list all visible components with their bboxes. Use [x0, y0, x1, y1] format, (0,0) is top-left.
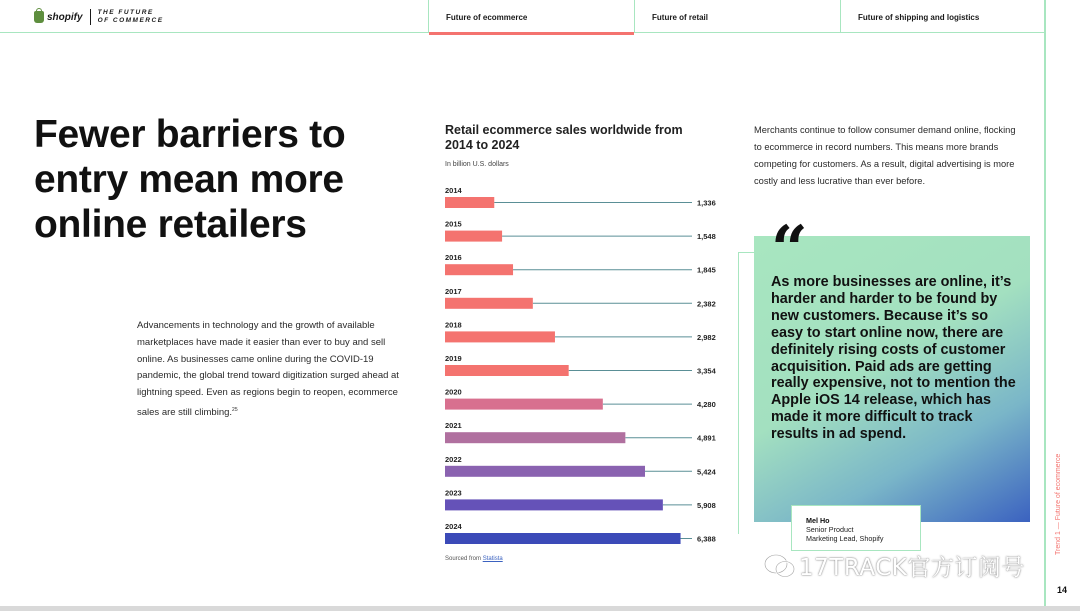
category-label-2017: 2017: [445, 286, 462, 296]
value-label-2017: 2,382: [697, 299, 716, 309]
value-label-2021: 4,891: [697, 433, 716, 443]
author-role-line1: Senior Product: [806, 525, 854, 534]
chart-source: [445, 556, 503, 562]
value-label-2014: 1,336: [697, 198, 716, 208]
tab-future-of-shipping[interactable]: Future of shipping and logistics: [840, 0, 1045, 33]
quote-attribution: [791, 505, 921, 551]
category-label-2014: 2014: [445, 186, 462, 195]
right-margin-rule: [1044, 0, 1046, 611]
right-paragraph: Merchants continue to follow consumer demand online, flocking to ecommerce in record numbers. This means more brands competing for customers. As a result, digital advertising is more costly and less lucrative than ever before.: [754, 125, 1016, 186]
brand-tagline-line2: OF COMMERCE: [97, 17, 164, 24]
value-label-2018: 2,982: [697, 332, 716, 342]
value-label-2016: 1,845: [697, 265, 716, 275]
intro-paragraph: [137, 318, 412, 422]
chart-title: Retail ecommerce sales worldwide from 2014 to 2024: [445, 123, 683, 152]
watermark: [764, 549, 1025, 582]
value-label-2019: 3,354: [697, 366, 716, 376]
shopify-bag-icon: [34, 11, 44, 23]
bar-2018: [445, 331, 555, 342]
category-label-2019: 2019: [445, 354, 462, 363]
brand-tagline-line1: THE FUTURE: [97, 9, 154, 16]
bar-2014: [445, 197, 494, 208]
bar-2022: [445, 466, 645, 477]
section-side-label: Trend 1 — Future of ecommerce: [1055, 453, 1062, 555]
bar-2015: [445, 231, 502, 242]
quote-mark-icon: “: [771, 212, 808, 287]
bar-2017: [445, 298, 533, 309]
author-role-line2: Marketing Lead, Shopify: [806, 534, 884, 543]
category-label-2018: 2018: [445, 320, 462, 330]
brand-wordmark: shopify: [47, 11, 83, 23]
bar-chart-svg: [440, 180, 730, 550]
value-label-2022: 5,424: [697, 467, 716, 477]
category-label-2016: 2016: [445, 253, 462, 263]
pull-quote: As more businesses are online, it’s harder and harder to be found by new customers. Because it’s so easy to start online now, there are definitely rising costs of customer acquisition. Paid ads are getting really expensive, not to mention the Apple iOS 14 release, which has made it more difficult to track results in ad spend.: [771, 274, 1016, 443]
category-label-2024: 2024: [445, 522, 462, 531]
bottom-scroll-bar: [0, 606, 1080, 611]
page-number: 14: [1057, 585, 1068, 595]
brand-divider: [90, 9, 91, 25]
bar-chart: [440, 180, 730, 550]
category-label-2021: 2021: [445, 421, 462, 431]
source-link-statista[interactable]: Statista: [482, 556, 503, 562]
bar-2016: [445, 264, 513, 275]
footnote-ref[interactable]: 25: [232, 406, 238, 413]
tab-future-of-ecommerce[interactable]: Future of ecommerce: [428, 0, 634, 33]
brand-tagline: [98, 9, 164, 25]
bar-2024: [445, 533, 681, 544]
category-label-2023: 2023: [445, 488, 462, 498]
top-nav: [0, 0, 1045, 33]
bar-2020: [445, 399, 603, 410]
author-name: Mel Ho: [806, 516, 830, 525]
value-label-2020: 4,280: [697, 400, 716, 410]
source-prefix: Sourced from: [445, 556, 482, 562]
watermark-text: 17TRACK官方订阅号: [799, 555, 1025, 581]
category-label-2020: 2020: [445, 387, 462, 397]
bar-2021: [445, 432, 625, 443]
value-label-2015: 1,548: [697, 232, 716, 242]
value-label-2024: 6,388: [697, 534, 716, 544]
chat-bubbles-icon: [764, 552, 796, 580]
intro-text: Advancements in technology and the growth of available marketplaces have made it easier than ever to buy and sell online. As businesses came online during the COVID-19 pandemic, the global trend toward digitization surged ahead at lightning speed. Even as regions begin to reopen, ecommerce sales are still climbing.: [137, 320, 399, 419]
page-headline: Fewer barriers to entry mean more online retailers: [34, 113, 346, 246]
chart-subtitle: In billion U.S. dollars: [445, 161, 509, 168]
tab-future-of-retail[interactable]: Future of retail: [634, 0, 840, 33]
bar-2019: [445, 365, 569, 376]
category-label-2015: 2015: [445, 219, 462, 229]
brand-logo[interactable]: [34, 9, 164, 25]
value-label-2023: 5,908: [697, 500, 716, 510]
category-label-2022: 2022: [445, 454, 462, 464]
bar-2023: [445, 499, 663, 510]
